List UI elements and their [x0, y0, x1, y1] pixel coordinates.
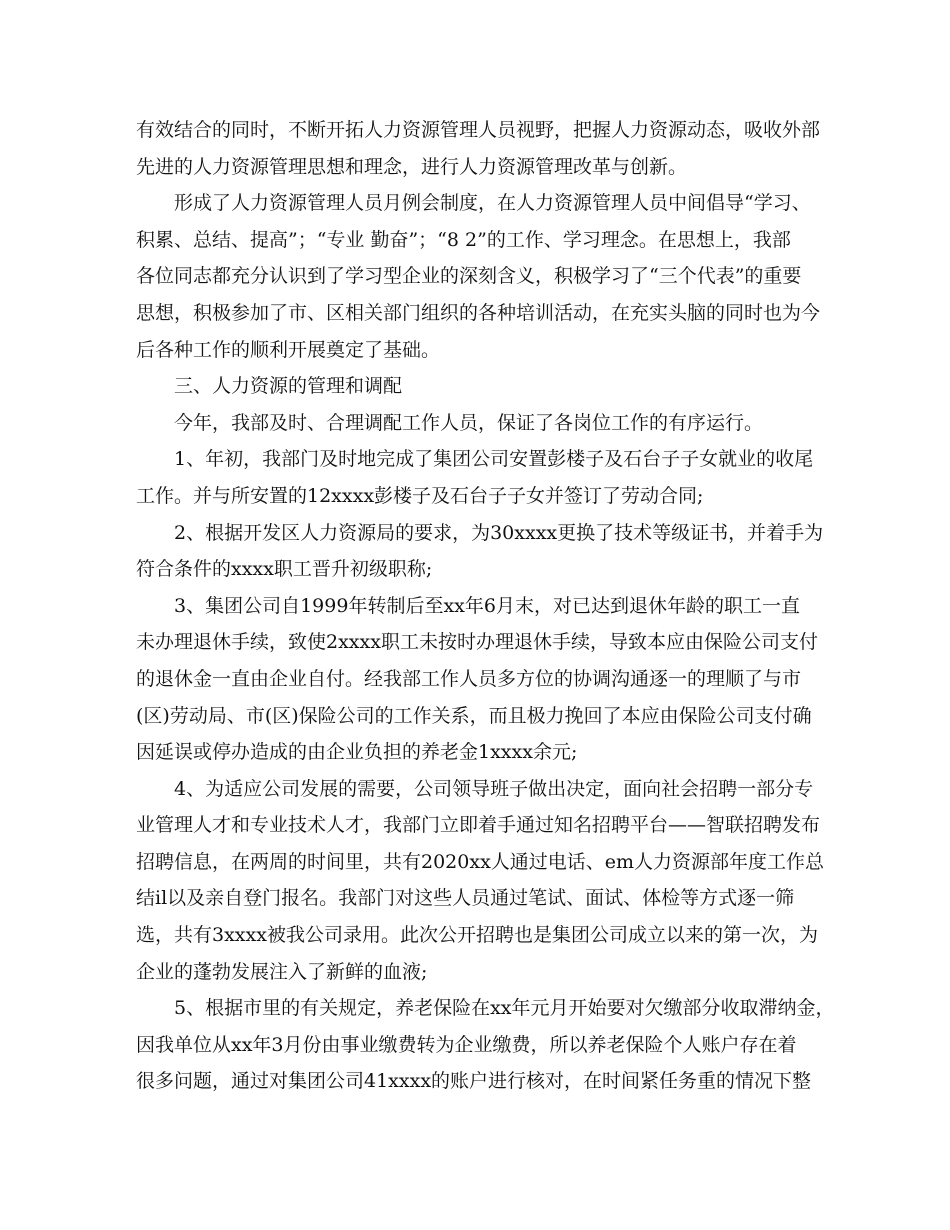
text-line: 先进的人力资源管理思想和理念，进行人力资源管理改革与创新。 — [136, 155, 688, 178]
text-line: 三、人力资源的管理和调配 — [174, 375, 403, 398]
text-line: 后各种工作的顺利开展奠定了基础。 — [136, 338, 441, 361]
text-line: 结il以及亲自登门报名。我部门对这些人员通过笔试、面试、体检等方式逐一筛 — [136, 887, 795, 910]
document-body — [136, 112, 835, 1100]
text-line: 符合条件的xxxx职工晋升初级职称; — [136, 558, 433, 581]
text-line: 未办理退休手续，致使2xxxx职工未按时办理退休手续，导致本应由保险公司支付 — [136, 631, 818, 654]
paragraph — [136, 112, 821, 185]
text-line: 选，共有3xxxx被我公司录用。此次公开招聘也是集团公司成立以来的第一次，为 — [136, 924, 818, 947]
text-line: 业管理人才和专业技术人才，我部门立即着手通过知名招聘平台——智联招聘发布 — [136, 814, 821, 837]
paragraph — [136, 990, 835, 1100]
paragraph — [136, 185, 821, 368]
text-line: 因延误或停办造成的由企业负担的养老金1xxxx余元; — [136, 741, 578, 764]
text-line: 的退休金一直由企业自付。经我部工作人员多方位的协调沟通逐一的理顺了与市 — [136, 667, 802, 690]
text-line: 工作。并与所安置的12xxxx彭楼子及石台子子女并签订了劳动合同; — [136, 484, 704, 507]
paragraph — [136, 771, 825, 991]
text-line: 思想，积极参加了市、区相关部门组织的各种培训活动，在充实头脑的同时也为今 — [136, 301, 821, 324]
paragraph — [136, 368, 816, 405]
text-line: 因我单位从xx年3月份由事业缴费转为企业缴费，所以养老保险个人账户存在着 — [136, 1033, 797, 1056]
text-line: 4、为适应公司发展的需要，公司领导班子做出决定，面向社会招聘一部分专 — [174, 777, 814, 800]
text-line: (区)劳动局、市(区)保险公司的工作关系，而且极力挽回了本应由保险公司支付确 — [136, 704, 812, 727]
paragraph — [136, 405, 816, 442]
paragraph — [136, 515, 824, 588]
text-line: 1、年初，我部门及时地完成了集团公司安置彭楼子及石台子子女就业的收尾 — [174, 448, 814, 471]
paragraph — [136, 588, 816, 771]
text-line: 2、根据开发区人力资源局的要求，为30xxxx更换了技术等级证书，并着手为 — [174, 521, 824, 544]
text-line: 企业的蓬勃发展注入了新鲜的血液; — [136, 960, 428, 983]
text-line: 积累、总结、提高”；“专业 勤奋”；“8 2”的工作、学习理念。在思想上，我部 — [136, 228, 791, 251]
text-line: 5、根据市里的有关规定，养老保险在xx年元月开始要对欠缴部分收取滞纳金， — [174, 997, 835, 1020]
text-line: 形成了人力资源管理人员月例会制度，在人力资源管理人员中间倡导“学习、 — [174, 192, 811, 215]
text-line: 很多问题，通过对集团公司41xxxx的账户进行核对，在时间紧任务重的情况下整 — [136, 1070, 812, 1093]
text-line: 今年，我部及时、合理调配工作人员，保证了各岗位工作的有序运行。 — [174, 411, 764, 434]
text-line: 各位同志都充分认识到了学习型企业的深刻含义，积极学习了“三个代表”的重要 — [136, 265, 802, 288]
paragraph — [136, 441, 816, 514]
text-line: 3、集团公司自1999年转制后至xx年6月末，对已达到退休年龄的职工一直 — [174, 594, 800, 617]
text-line: 有效结合的同时，不断开拓人力资源管理人员视野，把握人力资源动态，吸收外部 — [136, 119, 821, 141]
text-line: 招聘信息，在两周的时间里，共有2020xx人通过电话、em人力资源部年度工作总 — [136, 850, 825, 873]
